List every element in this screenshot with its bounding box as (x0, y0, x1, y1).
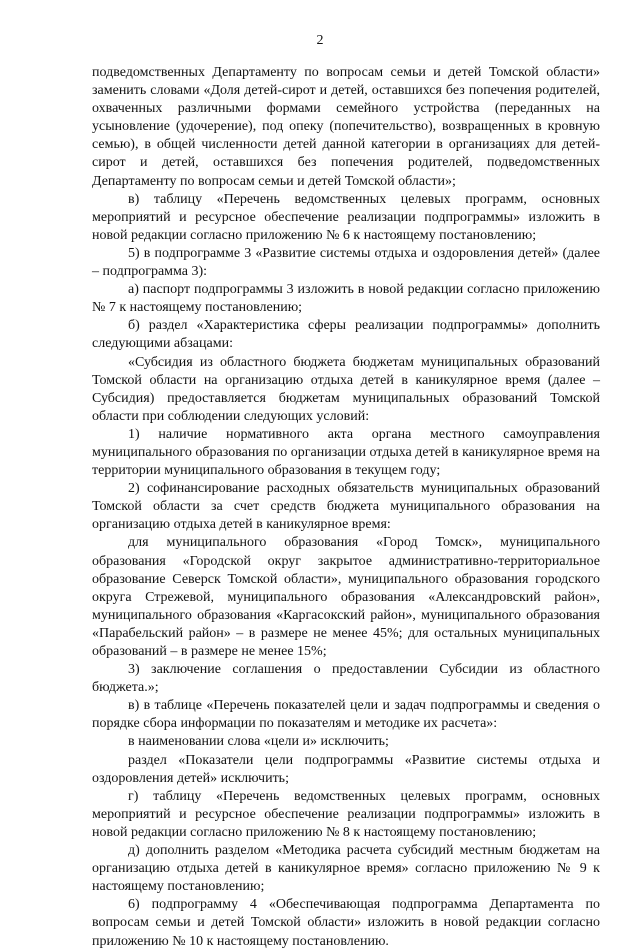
paragraph: 6) подпрограмму 4 «Обеспечивающая подпрограмма Департамента по вопросам семьи и детей Томской области» изложить в новой редакции согласно приложению № 10 к настоящему постановлению. (92, 897, 600, 949)
paragraph: для муниципального образования «Город Томск», муниципального образования «Городской округ закрытое административно-территориальное образование Северск Томской области», муниципального образования городского округа Стрежевой, муниципального образования «Александровский район», муниципального образования «Каргасокский район», муниципального образования «Парабельский район» – в размере не менее 45%; для остальных муниципальных образований – в размере не менее 15%; (92, 535, 600, 659)
paragraph: в) в таблице «Перечень показателей цели и задач подпрограммы и сведения о порядке сбора информации по показателям и методике их расчета»: (92, 698, 600, 732)
paragraph: г) таблицу «Перечень ведомственных целевых программ, основных мероприятий и ресурсное обеспечение реализации подпрограммы» изложить в новой редакции согласно приложению № 8 к настоящему постановлению; (92, 788, 600, 840)
paragraph: а) паспорт подпрограммы 3 изложить в новой редакции согласно приложению № 7 к настоящему постановлению; (92, 282, 600, 316)
document-body (92, 64, 600, 951)
paragraph: раздел «Показатели цели подпрограммы «Развитие системы отдыха и оздоровления детей» исключить; (92, 752, 600, 786)
paragraph: в) таблицу «Перечень ведомственных целевых программ, основных мероприятий и ресурсное обеспечение реализации подпрограммы» изложить в новой редакции согласно приложению № 6 к настоящему постановлению; (92, 191, 600, 243)
paragraph: д) дополнить разделом «Методика расчета субсидий местным бюджетам на организацию отдыха детей в каникулярное время» согласно приложению № 9 к настоящему постановлению; (92, 843, 600, 895)
paragraph: 2) софинансирование расходных обязательств муниципальных образований Томской области за счет средств бюджета муниципального образования на организацию отдыха детей в каникулярное время: (92, 481, 600, 533)
paragraph: подведомственных Департаменту по вопросам семьи и детей Томской области» заменить словами «Доля детей-сирот и детей, оставшихся без попечения родителей, охваченных различными формами семейного устройства (переданных на усыновление (удочерение), под опеку (попечительство), возвращенных в кровную семью), в общей численности детей данной категории в организациях для детей-сирот и детей, оставшихся без попечения родителей, подведомственных Департаменту по вопросам семьи и детей Томской области»; (92, 65, 600, 189)
paragraph: 5) в подпрограмме 3 «Развитие системы отдыха и оздоровления детей» (далее – подпрограмма 3): (92, 245, 600, 280)
paragraph: 3) заключение соглашения о предоставлении Субсидии из областного бюджета.»; (92, 662, 600, 696)
paragraph: в наименовании слова «цели и» исключить; (128, 734, 389, 750)
paragraph: б) раздел «Характеристика сферы реализации подпрограммы» дополнить следующими абзацами: (92, 318, 600, 352)
paragraph: 1) наличие нормативного акта органа местного самоуправления муниципального образования по организации отдыха детей в каникулярное время на территории муниципального образования в текущем году; (92, 426, 600, 479)
page-number: 2 (316, 33, 324, 48)
paragraph: «Субсидия из областного бюджета бюджетам муниципальных образований Томской области на организацию отдыха детей в каникулярное время (далее – Субсидия) предоставляется бюджетам муниципальных образований Томской области при соблюдении следующих условий: (92, 354, 600, 424)
